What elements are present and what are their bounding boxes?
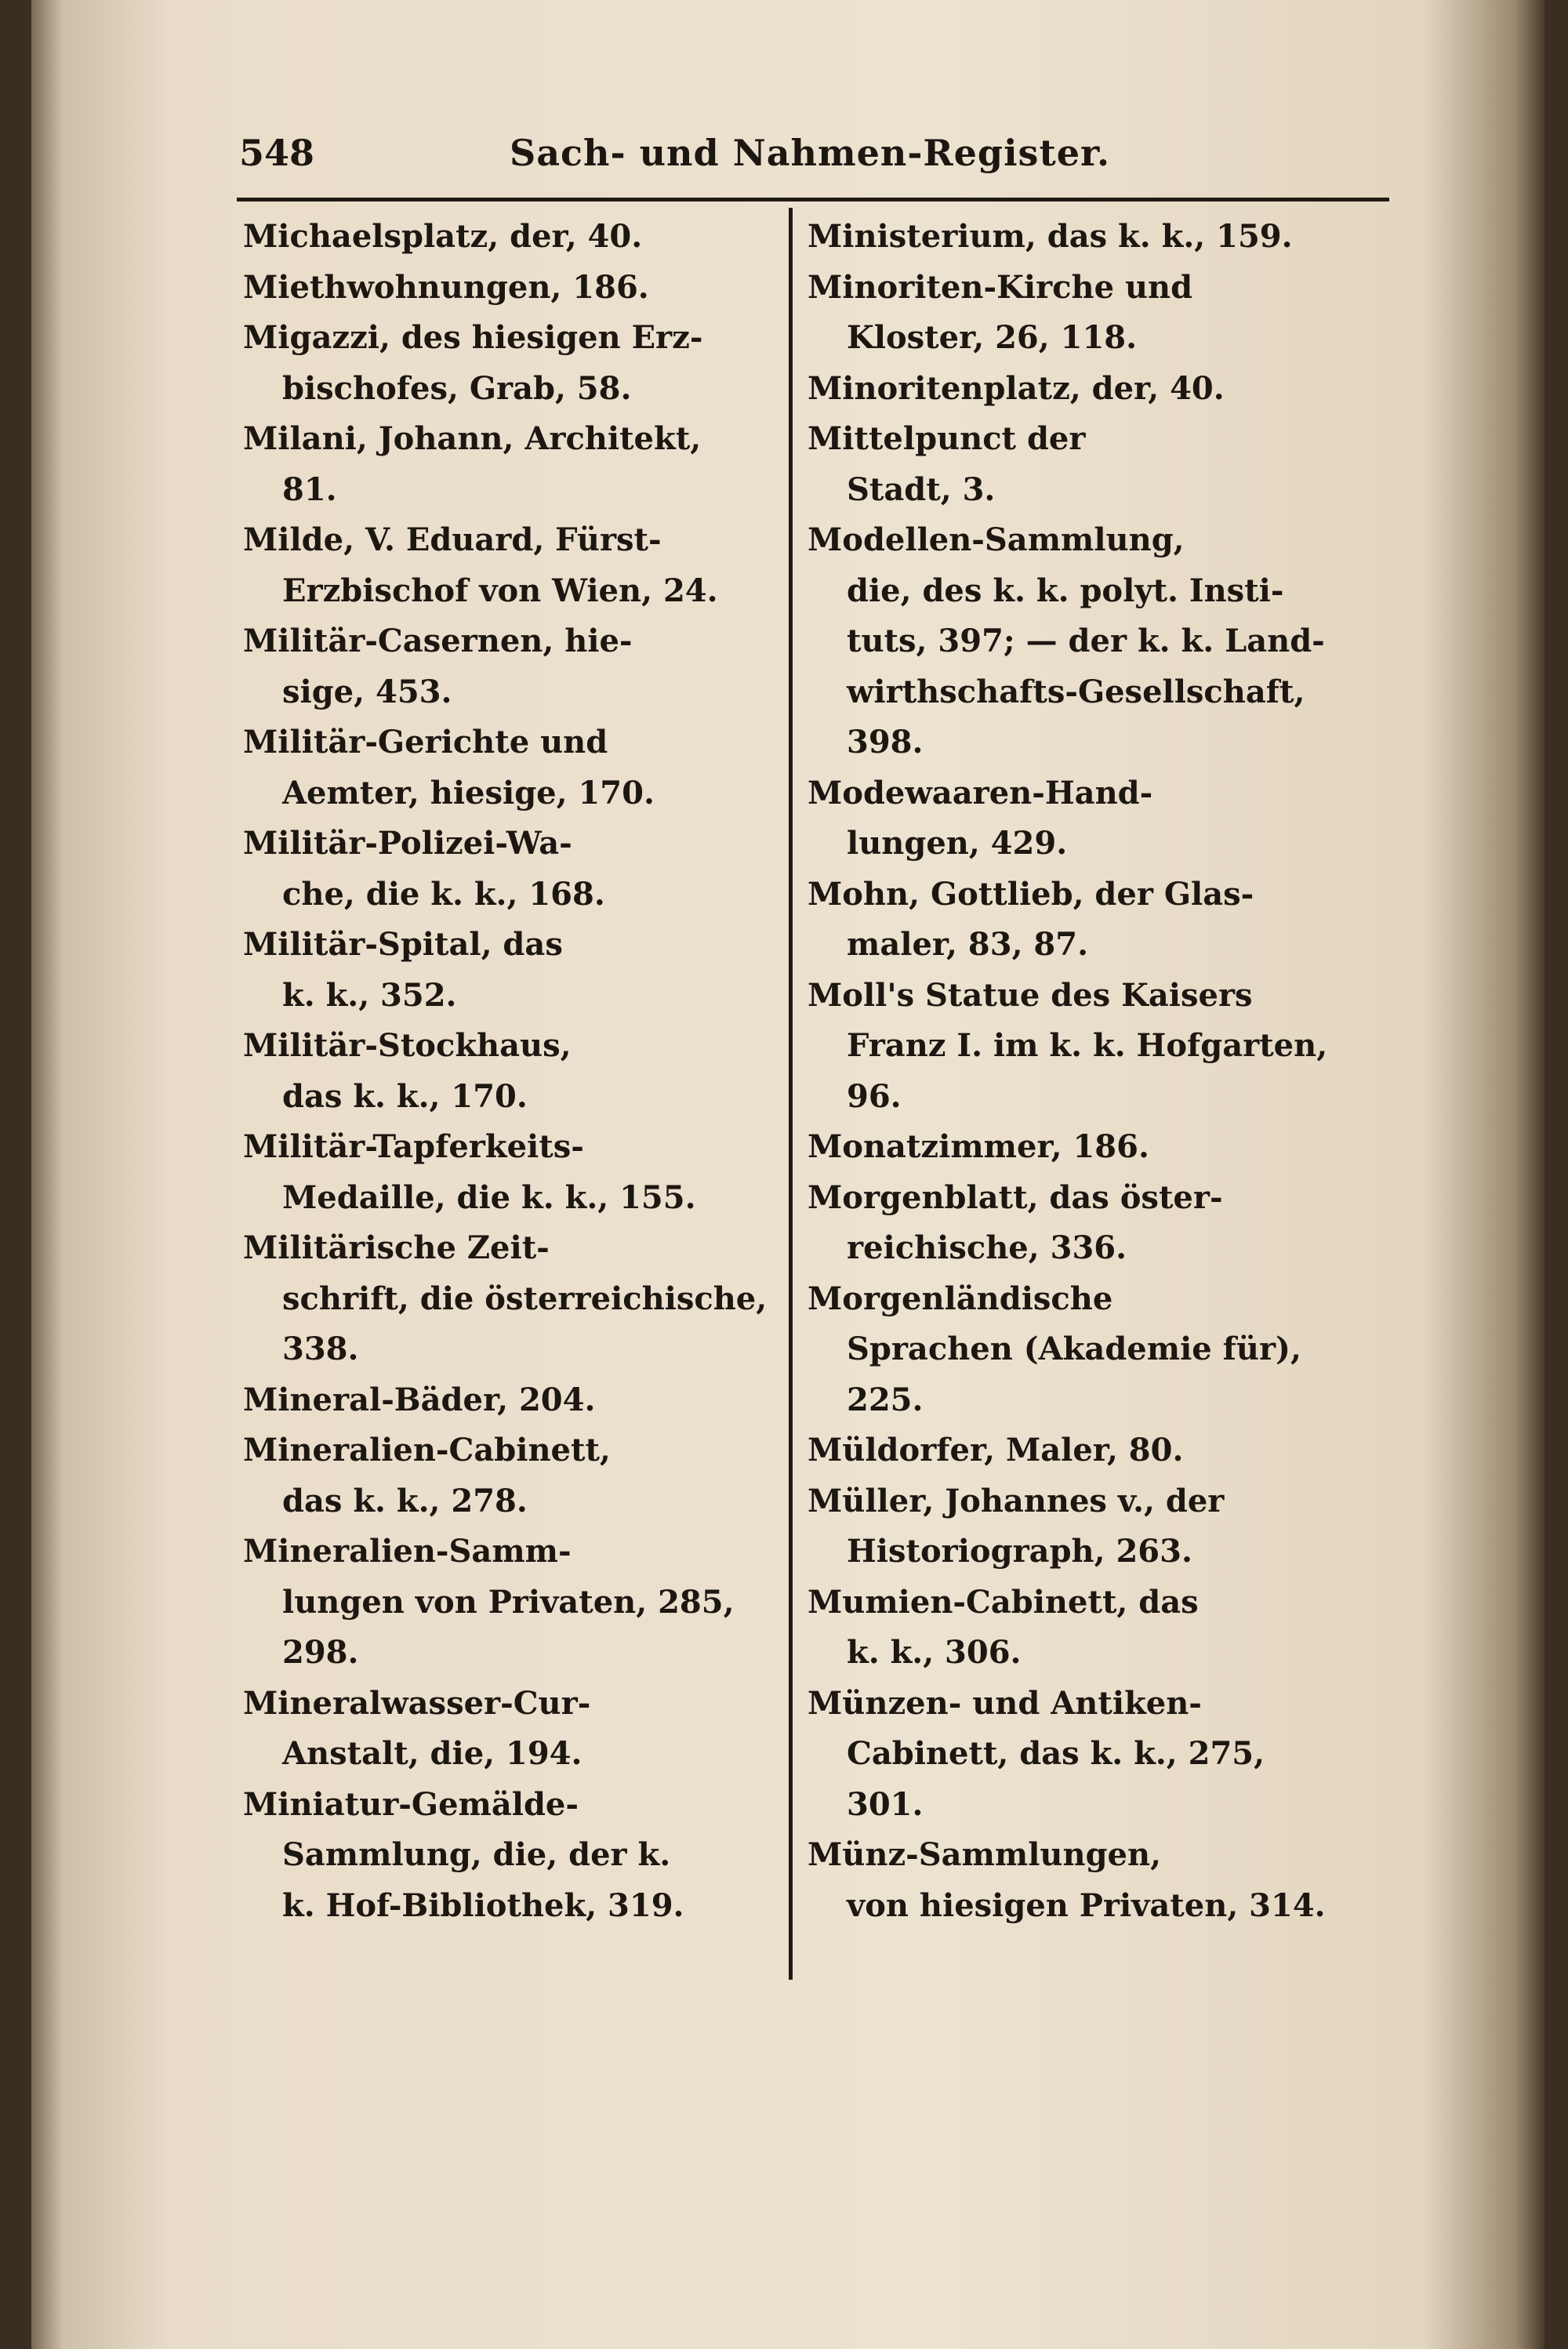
- entry-heading-line: Michaelsplatz, der, 40.: [243, 218, 643, 255]
- entry-heading-line: Ministerium, das k. k., 159.: [808, 218, 1293, 255]
- entry-heading-line: Mineralwasser-Cur-: [243, 1684, 591, 1722]
- entry-continuation-line: k. Hof-Bibliothek, 319.: [282, 1886, 684, 1924]
- entry-heading-line: Münz-Sammlungen,: [808, 1836, 1161, 1873]
- entry-heading-line: Minoriten-Kirche und: [808, 268, 1193, 306]
- index-entry: [808, 212, 1348, 263]
- entry-continuation-line: reichische, 336.: [847, 1229, 1127, 1266]
- entry-continuation-line: Anstalt, die, 194.: [282, 1735, 583, 1772]
- index-entry: [808, 515, 1348, 768]
- entry-heading-line: Müldorfer, Maler, 80.: [808, 1432, 1184, 1469]
- index-entry: [243, 414, 784, 515]
- index-entry: [243, 1527, 784, 1679]
- entry-continuation-line: tuts, 397; — der k. k. Land-: [847, 623, 1325, 659]
- entry-heading-line: Mohn, Gottlieb, der Glas-: [808, 875, 1254, 913]
- entry-continuation-line: 81.: [282, 470, 337, 508]
- right-column: [808, 212, 1348, 1931]
- entry-continuation-line: wirthschafts-Gesellschaft,: [847, 673, 1305, 710]
- index-entry: [243, 313, 784, 414]
- index-entry: [243, 1223, 784, 1375]
- entry-heading-line: Militärische Zeit-: [243, 1229, 550, 1266]
- running-title: Sach- und Nahmen-Register.: [510, 132, 1110, 174]
- entry-continuation-line: 298.: [282, 1634, 359, 1671]
- entry-heading-line: Mittelpunct der: [808, 420, 1086, 457]
- entry-continuation-line: 301.: [847, 1785, 924, 1823]
- entry-continuation-line: Kloster, 26, 118.: [847, 319, 1138, 356]
- index-entry: [243, 1679, 784, 1780]
- index-entry: [808, 364, 1348, 415]
- entry-heading-line: Militär-Tapferkeits-: [243, 1128, 584, 1165]
- index-entry: [808, 1173, 1348, 1274]
- entry-heading-line: Militär-Gerichte und: [243, 724, 608, 761]
- left-column: [243, 212, 784, 1931]
- index-entry: [808, 263, 1348, 364]
- entry-continuation-line: 225.: [847, 1381, 924, 1418]
- index-entry: [808, 1122, 1348, 1173]
- entry-heading-line: Miethwohnungen, 186.: [243, 268, 649, 306]
- entry-continuation-line: 398.: [847, 724, 924, 761]
- page-header: [239, 125, 1392, 180]
- index-entry: [243, 1425, 784, 1527]
- entry-continuation-line: lungen, 429.: [847, 825, 1068, 862]
- entry-heading-line: Morgenländische: [808, 1280, 1113, 1317]
- entry-continuation-line: Cabinett, das k. k., 275,: [847, 1735, 1265, 1772]
- entry-heading-line: Migazzi, des hiesigen Erz-: [243, 319, 703, 356]
- index-entry: [243, 1375, 784, 1426]
- entry-heading-line: Münzen- und Antiken-: [808, 1684, 1202, 1722]
- entry-heading-line: Mineralien-Cabinett,: [243, 1432, 611, 1469]
- entry-continuation-line: che, die k. k., 168.: [282, 875, 605, 913]
- index-entry: [243, 717, 784, 819]
- index-entry: [243, 819, 784, 920]
- index-entry: [243, 616, 784, 717]
- entry-continuation-line: Sammlung, die, der k.: [282, 1836, 671, 1873]
- index-entry: [808, 971, 1348, 1123]
- index-entry: [808, 414, 1348, 515]
- entry-heading-line: Minoritenplatz, der, 40.: [808, 369, 1225, 407]
- index-entry: [808, 1476, 1348, 1577]
- entry-heading-line: Monatzimmer, 186.: [808, 1128, 1149, 1165]
- index-entry: [243, 515, 784, 616]
- entry-heading-line: Miniatur-Gemälde-: [243, 1785, 579, 1823]
- entry-continuation-line: Medaille, die k. k., 155.: [282, 1178, 696, 1216]
- header-rule: [237, 198, 1389, 201]
- entry-continuation-line: die, des k. k. polyt. Insti-: [847, 572, 1284, 609]
- entry-heading-line: Milani, Johann, Architekt,: [243, 420, 702, 457]
- index-entry: [243, 920, 784, 1021]
- index-entry: [808, 1274, 1348, 1426]
- index-entry: [243, 1021, 784, 1122]
- entry-heading-line: Mineral-Bäder, 204.: [243, 1381, 596, 1418]
- index-entry: [243, 1780, 784, 1932]
- entry-heading-line: Müller, Johannes v., der: [808, 1482, 1225, 1519]
- entry-continuation-line: maler, 83, 87.: [847, 926, 1089, 963]
- entry-continuation-line: Sprachen (Akademie für),: [847, 1331, 1301, 1367]
- entry-heading-line: Militär-Spital, das: [243, 926, 563, 963]
- entry-continuation-line: lungen von Privaten, 285,: [282, 1583, 735, 1621]
- entry-continuation-line: schrift, die österreichische,: [282, 1280, 768, 1317]
- index-entry: [808, 768, 1348, 870]
- entry-continuation-line: Aemter, hiesige, 170.: [282, 774, 655, 811]
- entry-heading-line: Militär-Polizei-Wa-: [243, 825, 572, 862]
- entry-continuation-line: das k. k., 170.: [282, 1077, 528, 1115]
- entry-heading-line: Militär-Casernen, hie-: [243, 623, 633, 659]
- index-entry: [808, 1577, 1348, 1679]
- index-entry: [243, 263, 784, 314]
- entry-heading-line: Militär-Stockhaus,: [243, 1027, 572, 1064]
- column-divider: [789, 208, 793, 1980]
- entry-continuation-line: bischofes, Grab, 58.: [282, 369, 632, 407]
- index-entry: [243, 212, 784, 263]
- entry-heading-line: Moll's Statue des Kaisers: [808, 976, 1253, 1014]
- entry-continuation-line: Stadt, 3.: [847, 470, 996, 508]
- index-entry: [243, 1122, 784, 1223]
- entry-continuation-line: sige, 453.: [282, 673, 452, 710]
- entry-heading-line: Milde, V. Eduard, Fürst-: [243, 521, 662, 558]
- entry-continuation-line: 96.: [847, 1077, 902, 1115]
- index-entry: [808, 870, 1348, 971]
- entry-continuation-line: das k. k., 278.: [282, 1482, 528, 1519]
- index-entry: [808, 1830, 1348, 1931]
- entry-continuation-line: Franz I. im k. k. Hofgarten,: [847, 1027, 1328, 1064]
- entry-heading-line: Mumien-Cabinett, das: [808, 1583, 1199, 1621]
- index-entry: [808, 1679, 1348, 1831]
- entry-continuation-line: von hiesigen Privaten, 314.: [847, 1886, 1326, 1924]
- entry-continuation-line: Historiograph, 263.: [847, 1533, 1192, 1570]
- entry-continuation-line: k. k., 306.: [847, 1634, 1022, 1671]
- entry-heading-line: Modewaaren-Hand-: [808, 774, 1153, 811]
- entry-continuation-line: 338.: [282, 1331, 359, 1367]
- entry-continuation-line: k. k., 352.: [282, 976, 457, 1014]
- entry-heading-line: Mineralien-Samm-: [243, 1533, 572, 1570]
- entry-heading-line: Modellen-Sammlung,: [808, 521, 1185, 558]
- index-entry: [808, 1425, 1348, 1476]
- book-page: [31, 0, 1544, 2349]
- entry-continuation-line: Erzbischof von Wien, 24.: [282, 572, 718, 609]
- entry-heading-line: Morgenblatt, das öster-: [808, 1178, 1223, 1216]
- page-number: 548: [239, 132, 315, 174]
